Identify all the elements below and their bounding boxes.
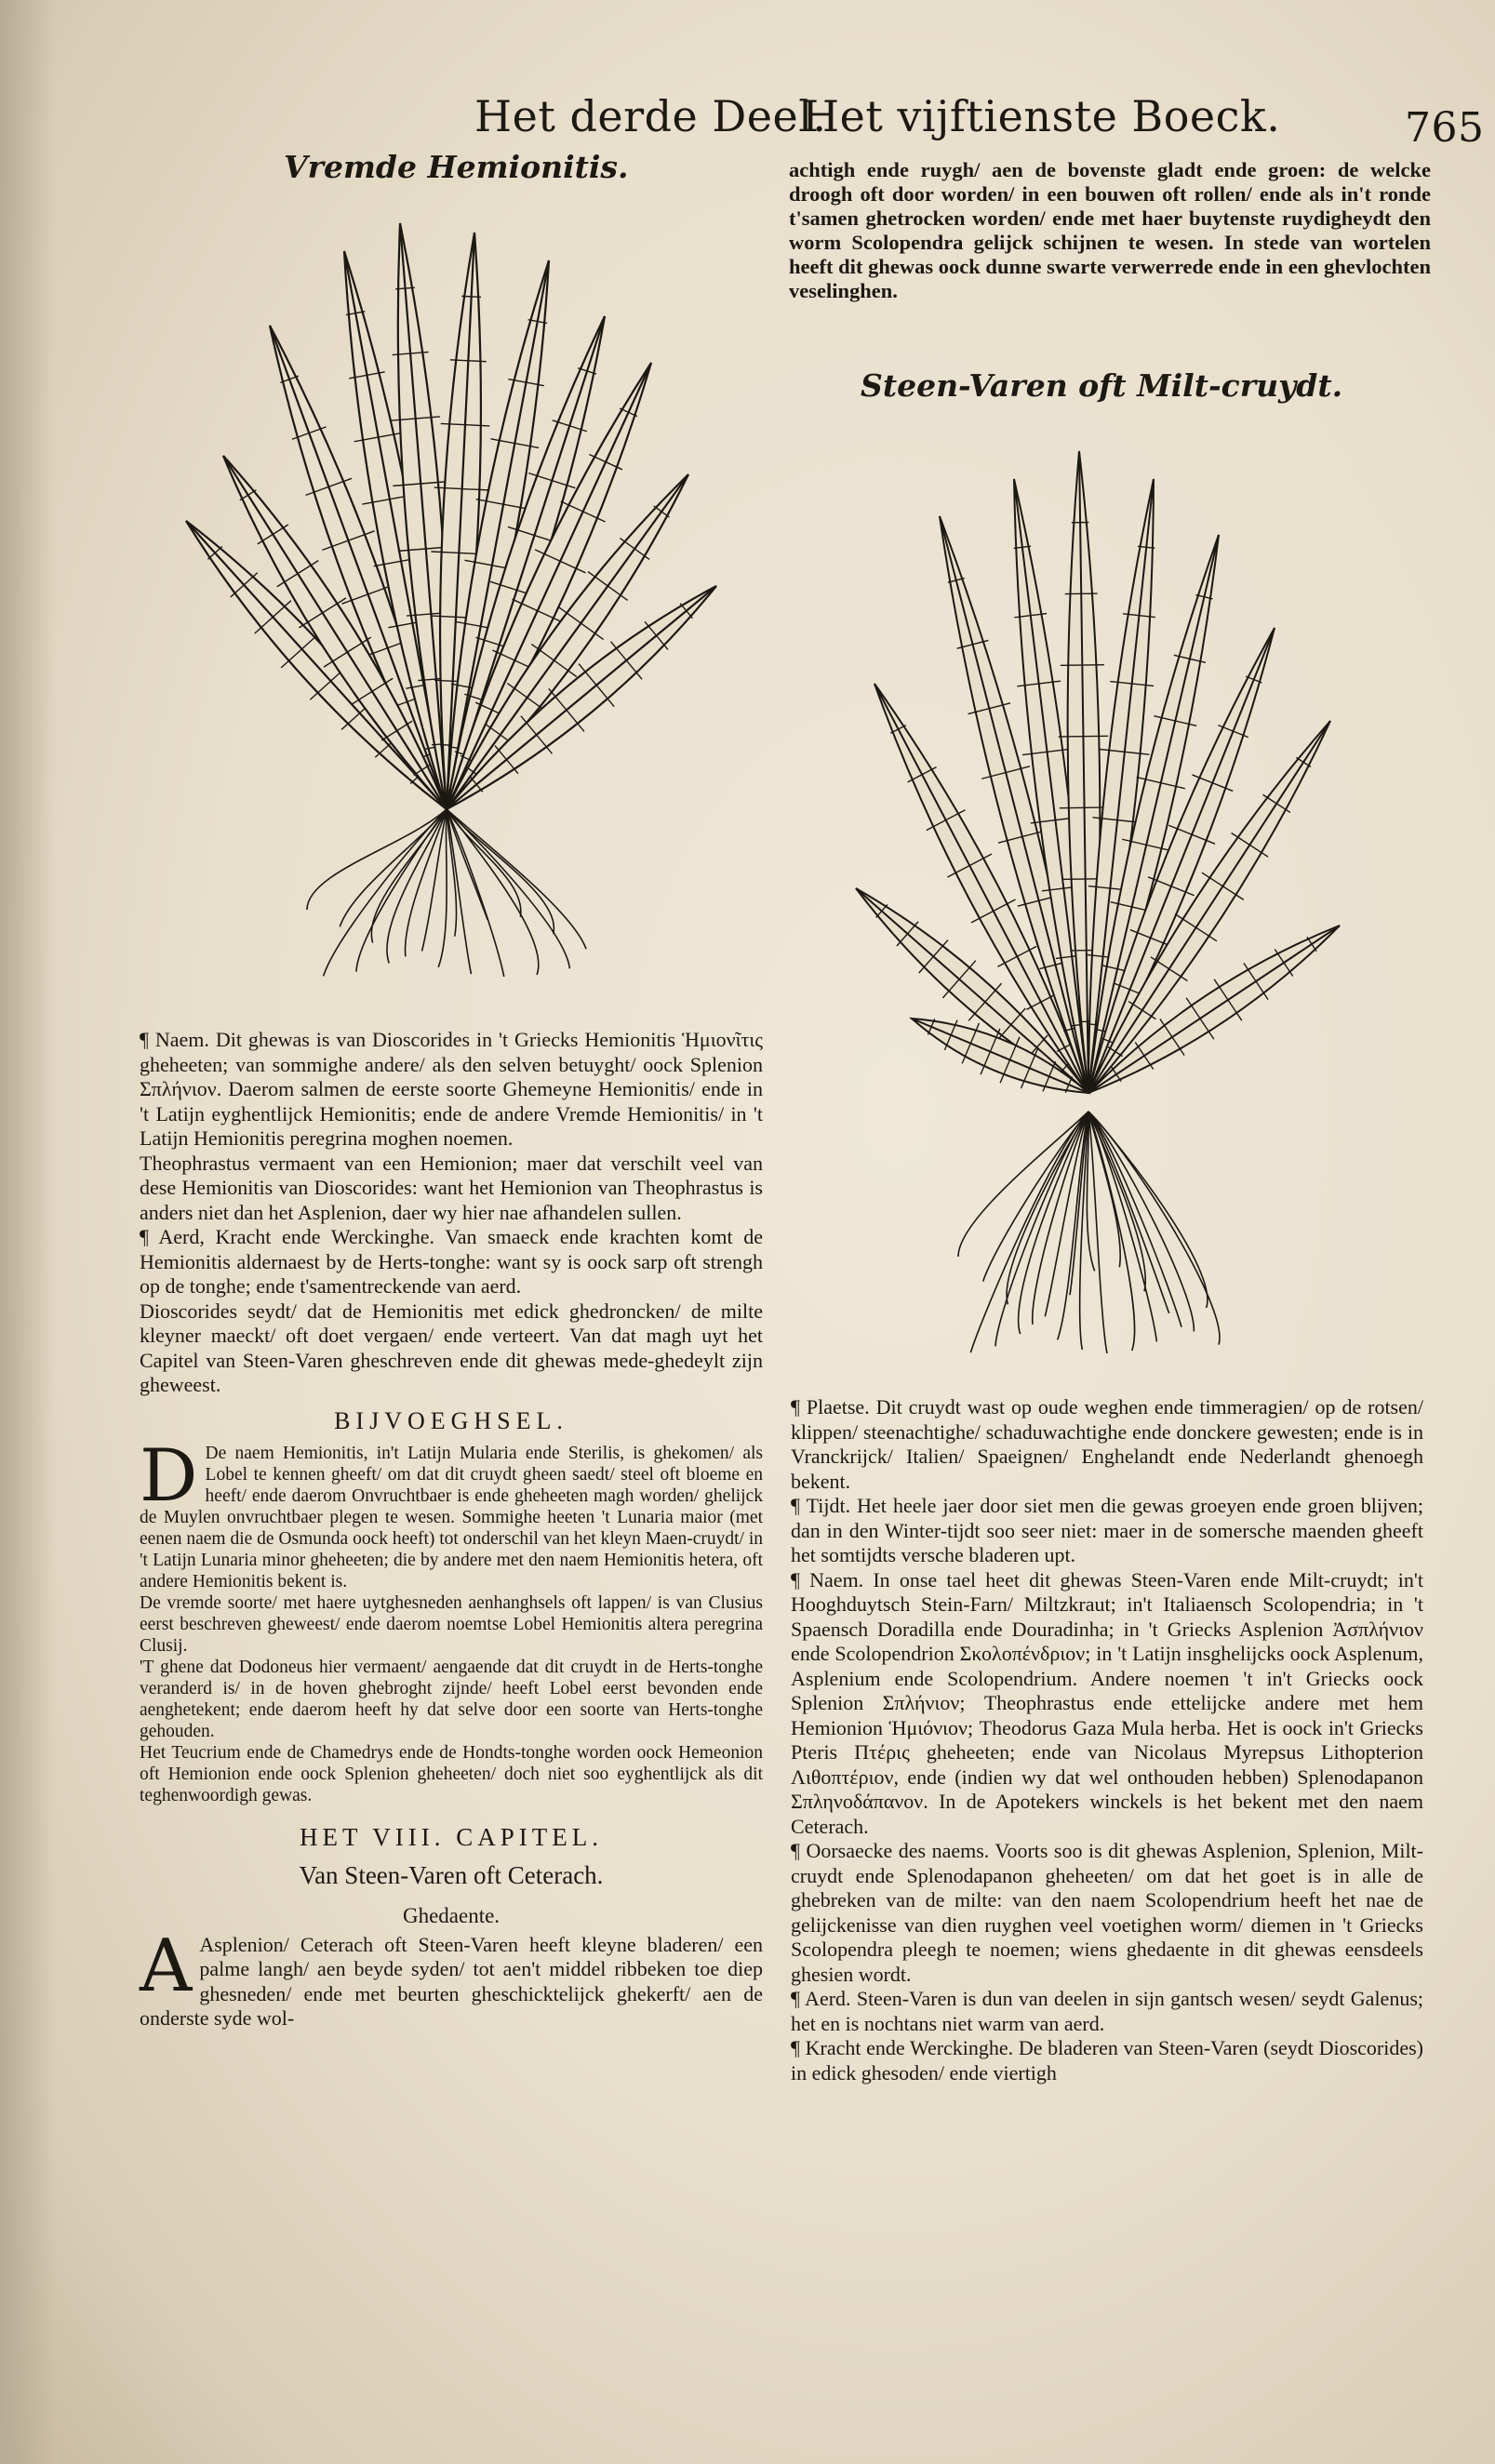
hemionitis-root bbox=[307, 809, 447, 910]
right-column-continuation bbox=[789, 158, 1431, 303]
page-number: 765 bbox=[1405, 104, 1485, 152]
chapter-title: Van Steen-Varen oft Ceterach. bbox=[299, 1860, 604, 1889]
steen-varen-frond-hatch bbox=[1060, 807, 1110, 808]
paragraph-plaetse: ¶ Plaetse. Dit cruydt wast op oude weghen ende timmeragien/ op de rotsen/ klippen/ steenachtighe/ schaduwachtighe ende donckere gewesten; ende is in Vranckrijck/ Italien/ Spaeignen/ Enghelandt ende Nederlandt ghenoegh bekent. bbox=[791, 1395, 1423, 1493]
steen-varen-root bbox=[1088, 1112, 1194, 1331]
section-heading-bijvoeghsel: BIJVOEGHSEL. bbox=[334, 1406, 568, 1434]
figure-1-title: Vremde Hemionitis. bbox=[284, 149, 629, 185]
hemionitis-woodcut-illustration bbox=[167, 214, 726, 995]
paragraph-aerd: ¶ Aerd, Kracht ende Werckinghe. Van smaeck ende krachten komt de Hemionitis aldernaest by de Herts-tonghe: want sy is oock sarp oft strengh op de tonghe; ende t'samentreckende van aerd. bbox=[140, 1225, 763, 1298]
continuation-paragraph: achtigh ende ruygh/ aen de bovenste gladt ende groen: de welcke droogh oft door worden/ in een bouwen oft rollen/ ende als in't ronde t'samen ghetrocken worden/ ende met haer buytenste ruydigheydt den worm Scolopendra gelijck schijnen te wesen. In stede van wortelen heeft dit ghewas oock dunne swarte verwerrede ende in een ghevlochten veselinghen. bbox=[789, 158, 1431, 302]
paragraph-oorsaecke: ¶ Oorsaecke des naems. Voorts soo is dit ghewas Asplenion, Splenion, Milt-cruydt ende Splenodapanon gheheeten/ om dat het goet is in alle de ghebreken van de milte: van den naem Scolopendrium heeft het nae de gelijckenisse van dien ruyghen veel voetighen worm/ diemen in 't Griecks Scolopendra pleegh te noemen; wiens ghedaente in dit ghewas eensdeels ghesien wordt. bbox=[791, 1839, 1423, 1986]
paragraph-bijvoeghsel-2: De vremde soorte/ met haere uytghesneden aenhanghsels oft lappen/ is van Clusius eerst beschreven gheweest/ ende daerom noemtse Lobel Hemionitis altera peregrina Clusij. bbox=[140, 1593, 763, 1656]
steen-varen-frond-hatch bbox=[1065, 593, 1098, 594]
paragraph-tijdt: ¶ Tijdt. Het heele jaer door siet men die gewas groeyen ende groen blijven; dan in den Winter-tijdt soo seer niet: maer in de somersche maenden gheeft het somtijdts versche bladeren upt. bbox=[791, 1494, 1423, 1566]
steen-varen-frond-hatch bbox=[1061, 665, 1104, 666]
steen-varen-root bbox=[1088, 1112, 1135, 1351]
hemionitis-root bbox=[447, 809, 539, 975]
paragraph-naem: ¶ Naem. Dit ghewas is van Dioscorides in 't Griecks Hemionitis Ἡμιονῖτις gheheeten; van sommighe andere/ als den selven betuyght/ oock Splenion Σπλήνιον. Daerom salmen de eerste soorte Ghemeyne Hemionitis/ ende in 't Latijn eyghentlijck Hemionitis; ende de andere Vremde Hemionitis/ in 't Latijn Hemionitis peregrina moghen noemen. bbox=[140, 1028, 763, 1150]
paragraph-dioscorides: Dioscorides seydt/ dat de Hemionitis met edick ghedroncken/ de milte kleyner maeckt/ oft doet vergaen/ ende verteert. Van dat magh uyt het Capitel van Steen-Varen gheschreven ende dit ghewas mede-ghedeylt zijn gheweest. bbox=[140, 1299, 763, 1396]
paragraph-theophrastus: Theophrastus vermaent van een Hemionion; maer dat verschilt veel van dese Hemionitis van Dioscorides: want het Hemionion van Theophrastus is anders niet dan het Asplenion, daer wy hier nae afhandelen sullen. bbox=[140, 1151, 763, 1224]
steen-varen-root bbox=[1088, 1112, 1120, 1267]
paragraph-ghedaente: A Asplenion/ Ceterach oft Steen-Varen heeft kleyne bladeren/ een palme langh/ aen beyde syden/ tot aen't middel ribbeken toe diep ghesneden/ ende met beurten gheschicktelijck ghekerft/ aen de onderste syde wol- bbox=[140, 1924, 763, 2030]
paragraph-bijvoeghsel-4: Het Teucrium ende de Chamedrys ende de Hondts-tonghe worden oock Hemeonion oft Hemionion ende oock Splenion gheheeten/ doch niet soo eyghentlijck als dit teghenwoordigh gewas. bbox=[140, 1743, 763, 1805]
hemionitis-root bbox=[447, 809, 471, 974]
paragraph-aerd-right: ¶ Aerd. Steen-Varen is dun van deelen in sijn gantsch wesen/ seydt Galenus; het en is nochtans niet warm van aerd. bbox=[791, 1987, 1423, 2035]
paragraph-naem-right: ¶ Naem. In onse tael heet dit ghewas Steen-Varen ende Milt-cruydt; in't Hooghduytsch Stein-Farn/ Miltzkraut; in't Italiaensch Scolopendria; in 't Spaensch Doradilla ende Douradinha; in 't Griecks Asplenion Ἀσπλήνιον ende Scolopendrion Σκολοπένδριον; in 't Latijn insghelijcks oock Asplenum, Asplenium ende Scolopendrium. Andere noemen 't in't Griecks oock Splenion Σπλήνιον; Theophrastus ende ettelijcke andere met hem Hemionion Ἡμιόνιον; Theodorus Gaza Mula herba. Het is oock in't Griecks Pteris Πτέρις gheheeten; ende van Nicolaus Myrepsus Lithopterion Λιθοπτέριον, ende (indien wy dat wel onthouden hebben) Splenodapanon Σπληνοδάπανον. In de Apotekers winckels is het bekent met den naem Ceterach. bbox=[791, 1567, 1423, 1838]
figure-2-title: Steen-Varen oft Milt-cruydt. bbox=[861, 367, 1343, 404]
running-head-left: Het derde Deel. bbox=[474, 91, 827, 141]
right-text-column bbox=[791, 1395, 1423, 2085]
subsection-ghedaente: Ghedaente. bbox=[402, 1904, 501, 1927]
steen-varen-woodcut-illustration bbox=[837, 442, 1358, 1363]
chapter-heading: HET VIII. CAPITEL. bbox=[300, 1823, 603, 1851]
left-text-column bbox=[140, 1028, 763, 2031]
drop-cap-d: D bbox=[140, 1434, 198, 1518]
running-head-right: Het vijftienste Boeck. bbox=[802, 91, 1281, 141]
paragraph-kracht: ¶ Kracht ende Werckinghe. De bladeren van Steen-Varen (seydt Dioscorides) in edick ghesoden/ ende viertigh bbox=[791, 2036, 1423, 2084]
paragraph-bijvoeghsel-3: 'T ghene dat Dodoneus hier vermaent/ aengaende dat dit cruydt in de Herts-tonghe veranderd is/ in de hoven ghebroght zijnde/ heeft Lobel eerst bevonden ende aenghetekent; ende daerom heeft hy dat selve door een soorte van Herts-tonghe gehouden. bbox=[140, 1658, 763, 1741]
page-gutter-shadow bbox=[0, 0, 56, 2464]
steen-varen-frond-hatch bbox=[1059, 736, 1109, 737]
drop-cap-a: A bbox=[140, 1924, 193, 2008]
paragraph-bijvoeghsel-1: D De naem Hemionitis, in't Latijn Mularia ende Sterilis, is ghekomen/ als Lobel te kennen gheeft/ om dat dit cruydt gheen saedt/ steel oft bloeme en heeft/ ende daerom Onvruchtbaer is ende gheheeten magh worden/ ghelijck de Muylen onvruchtbaer plegen te wesen. Sommighe heeten 't Lunaria maior (met eenen naem die de Osmunda oock heeft) tot onderschil van het kleyn Maen-cruydt/ in 't Latijn Lunaria minor gheheeten; die by andere met den naem Hemionitis hetera, oft andere Hemionitis bekent is. bbox=[140, 1434, 763, 1592]
